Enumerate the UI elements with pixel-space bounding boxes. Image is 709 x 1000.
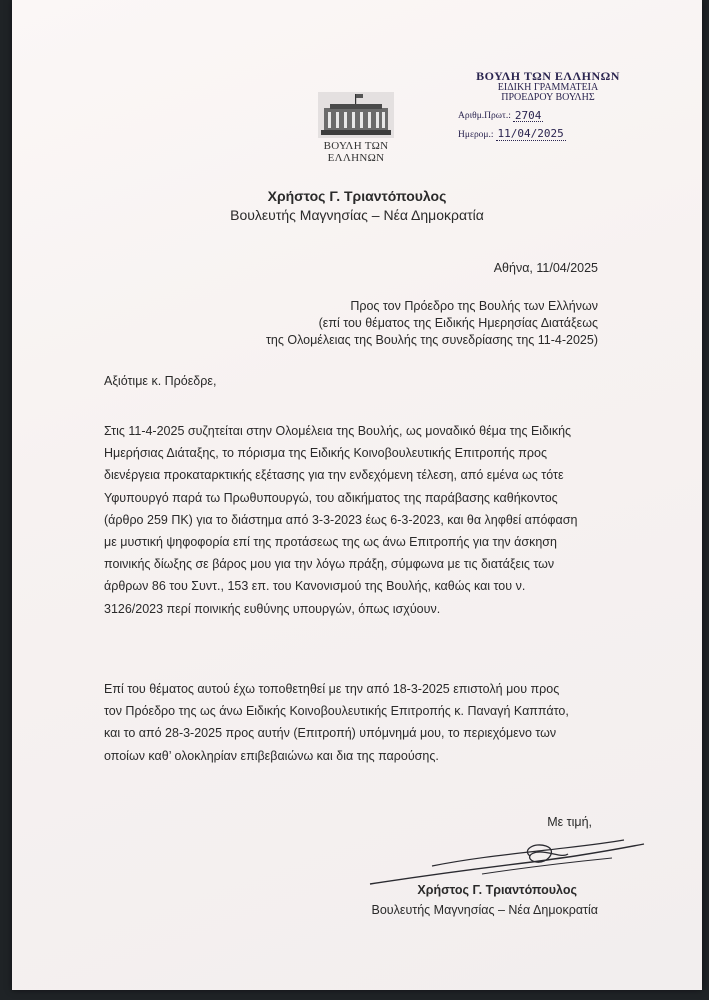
stamp-protocol-row [458,110,638,123]
stamp-line-3: ΠΡΟΕΔΡΟΥ ΒΟΥΛΗΣ [501,92,595,104]
letter-date: Αθήνα, 11/04/2025 [493,261,598,275]
emblem-caption: ΒΟΥΛΗ ΤΩΝ ΕΛΛΗΝΩΝ [323,140,389,164]
paragraph-line: (άρθρο 259 ΠΚ) για το διάστημα από 3-3-2023 έως 6-3-2023, και θα ληφθεί απόφαση [104,512,578,527]
stamp-date-label: Ημερομ.: [458,129,494,140]
recipient-line: της Ολομέλειας της Βουλής της συνεδρίασης της 11-4-2025) [265,333,598,347]
stamp-title: ΒΟΥΛΗ ΤΩΝ ΕΛΛΗΝΩΝ [476,69,620,83]
paragraph-line: 3126/2023 περί ποινικής ευθύνης υπουργών, όπως ισχύουν. [104,601,441,616]
paragraph-line: Επί του θέματος αυτού έχω τοποθετηθεί με την από 18-3-2025 επιστολή μου προς [104,682,560,696]
paragraph-line: οποίων καθ’ ολοκληρίαν επιβεβαιώνω και δια της παρούσης. [104,748,439,763]
stamp-date-row [458,128,638,141]
paragraph-line: ποινικής δίωξης σε βάρος μου για την λόγω πράξη, σύμφωνα με τις διατάξεις των [104,557,555,572]
body-paragraph-1 [104,420,612,620]
paragraph-line: Ημερήσιας Διάταξης, το πόρισμα της Ειδικής Κοινοβουλευτικής Επιτροπής προς [104,446,547,461]
paragraph-line: και το από 28-3-2025 προς αυτήν (Επιτροπή) υπόμνημά μου, το περιεχόμενο των [104,726,557,741]
stamp-protocol-value: 2704 [514,108,542,122]
body-paragraph-2 [104,678,612,767]
stamp-date-value: 11/04/2025 [497,127,564,141]
stamp-line-2: ΕΙΔΙΚΗ ΓΡΑΜΜΑΤΕΙΑ [497,81,599,93]
signatory-role: Βουλευτής Μαγνησίας – Νέα Δημοκρατία [371,903,598,917]
recipient-block [266,298,598,349]
paragraph-line: διενέργεια προκαταρκτικής εξέτασης για την ενδεχόμενη τέλεση, από εμένα ως τότε [104,468,564,483]
protocol-stamp [458,70,638,141]
author-role: Βουλευτής Μαγνησίας – Νέα Δημοκρατία [230,207,484,223]
recipient-line: Προς τον Πρόεδρο της Βουλής των Ελλήνων [350,299,598,313]
paragraph-line: με μυστική ψηφοφορία επί της προτάσεως της ως άνω Επιτροπής για την άσκηση [104,535,557,550]
paragraph-line: Στις 11-4-2025 συζητείται στην Ολομέλεια της Βουλής, ως μοναδικό θέμα της Ειδικής [104,424,572,438]
recipient-line: (επί του θέματος της Ειδικής Ημερησίας Διατάξεως [318,316,598,330]
parliament-building-icon [318,92,394,138]
letter-page [12,0,702,990]
signatory-name: Χρήστος Γ. Τριαντόπουλος [417,883,577,897]
salutation: Αξιότιμε κ. Πρόεδρε, [104,374,217,388]
author-name: Χρήστος Γ. Τριαντόπουλος [267,188,447,204]
paragraph-line: Υφυπουργό παρά τω Πρωθυπουργώ, του αδικήματος της παράβασης καθήκοντος [104,490,558,505]
paragraph-line: άρθρων 86 του Συντ., 153 επ. του Κανονισμού της Βουλής, καθώς και του ν. [104,579,526,594]
paragraph-line: τον Πρόεδρο της ως άνω Ειδικής Κοινοβουλευτικής Επιτροπής κ. Παναγή Καππάτο, [104,704,569,719]
parliament-emblem [296,92,416,164]
closing: Με τιμή, [547,815,592,829]
stamp-protocol-label: Αριθμ.Πρωτ.: [458,111,511,122]
